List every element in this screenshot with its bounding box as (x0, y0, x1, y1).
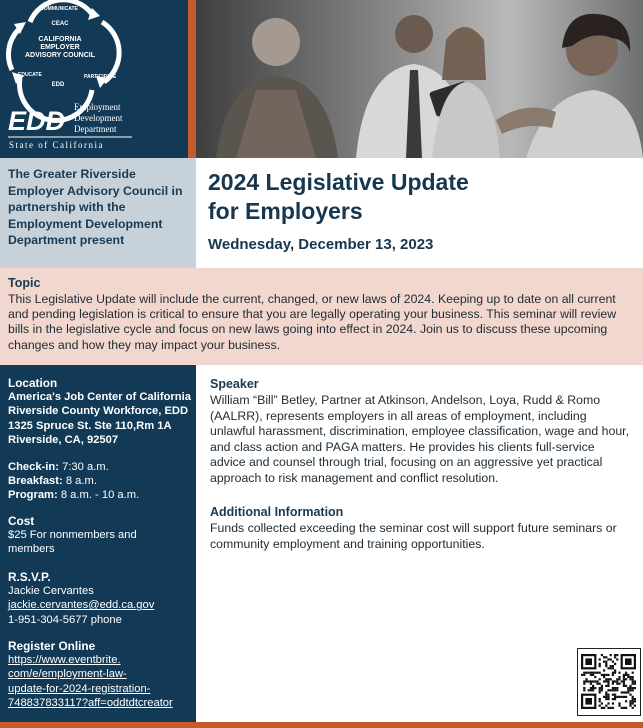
program-value: 8 a.m. - 10 a.m. (60, 489, 140, 502)
ring-text-communicate: COMMUNICATE (40, 6, 78, 12)
breakfast-label: Breakfast: (8, 475, 63, 488)
breakfast-row (8, 474, 192, 488)
ceac-logo (0, 0, 188, 158)
topic-body: This Legislative Update will include the current, changed, or new laws of 2024. Keeping up to date on all current and pending legislation is critical to ensure that you are legally operating your business. This seminar will review bills in the legislative cycle and focus on new laws going into effect in 2024. Join us to discuss these upcoming changes and how they may impact your business. (8, 292, 617, 352)
cost-line: $25 For nonmembers and (8, 529, 137, 542)
rsvp-phone: 1-951-304-5677 phone (8, 613, 122, 626)
topic-heading: Topic (8, 276, 41, 290)
edd-name-line2: Development (74, 113, 123, 123)
register-heading: Register Online (8, 639, 96, 653)
location-line: America's Job Center of California (8, 391, 191, 404)
breakfast-value: 8 a.m. (65, 475, 97, 488)
ring-text-educate: EDUCATE (18, 72, 42, 78)
edd-name-line3: Department (74, 124, 117, 134)
checkin-label: Check-in: (8, 461, 59, 473)
register-url-line[interactable]: https://www.eventbrite. (8, 654, 121, 667)
location-block (8, 376, 192, 447)
checkin-row (8, 460, 192, 474)
schedule-block (8, 460, 192, 503)
location-line: 1325 Spruce St. Ste 110,Rm 1A (8, 419, 172, 432)
title-line-2: for Employers (208, 198, 363, 224)
additional-heading: Additional Information (210, 505, 344, 519)
event-title (208, 168, 628, 226)
edd-name-line1: Employment (74, 102, 121, 112)
cost-block (8, 514, 192, 557)
edd-state-line: State of California (9, 140, 104, 150)
presenter-text: The Greater Riverside Employer Advisory Council in partnership with the Employment Development Department present (8, 167, 183, 247)
register-url-line[interactable]: 748837833117?aff=oddtdtcreator (8, 696, 173, 709)
qr-code-pattern (578, 649, 640, 715)
location-line: Riverside, CA, 92507 (8, 433, 119, 446)
program-label: Program: (8, 489, 58, 502)
cost-line: members (8, 543, 55, 556)
register-block (8, 639, 192, 710)
bottom-accent-bar (0, 722, 643, 728)
rsvp-block (8, 570, 192, 627)
rsvp-heading: R.S.V.P. (8, 570, 51, 584)
ring-text-edd: EDD (51, 82, 65, 88)
edd-mark: EDD (8, 106, 66, 136)
rsvp-name: Jackie Cervantes (8, 585, 94, 598)
title-line-1: 2024 Legislative Update (208, 169, 469, 195)
checkin-value: 7:30 a.m. (62, 461, 109, 473)
ring-text-participate: PARTICIPATE (84, 74, 117, 80)
rsvp-email-link[interactable]: jackie.cervantes@edd.ca.gov (8, 599, 155, 612)
register-url-line[interactable]: com/e/employment-law- (8, 668, 127, 681)
speaker-body: William “Bill” Betley, Partner at Atkinson, Andelson, Loya, Rudd & Romo (AALRR), represents employers in all areas of employment, including unlawful harassment, discrimination, employee classification, wage and hour, and class action and PAGA matters. He provides his clients full-service advice and counsel through trial, focusing on an aggressive yet practical approach to risk management and conflict resolution. (210, 393, 629, 485)
people-photo-illustration (196, 0, 643, 158)
location-line: Riverside County Workforce, EDD (8, 405, 189, 418)
cost-heading: Cost (8, 514, 35, 528)
ring-text-ceac: CEAC (51, 21, 69, 27)
header-photo (196, 0, 643, 158)
speaker-heading: Speaker (210, 377, 259, 391)
ceac-name: CALIFORNIA EMPLOYER ADVISORY COUNCIL (24, 36, 95, 59)
event-date: Wednesday, December 13, 2023 (208, 236, 434, 253)
location-heading: Location (8, 376, 58, 390)
program-row (8, 488, 192, 502)
additional-body: Funds collected exceeding the seminar cost will support future seminars or community employment and training opportunities. (210, 521, 617, 551)
qr-code[interactable] (577, 648, 641, 716)
register-url-line[interactable]: update-for-2024-registration- (8, 682, 151, 695)
register-link[interactable] (8, 653, 192, 710)
logo-panel (0, 0, 188, 158)
accent-bar (188, 0, 196, 158)
